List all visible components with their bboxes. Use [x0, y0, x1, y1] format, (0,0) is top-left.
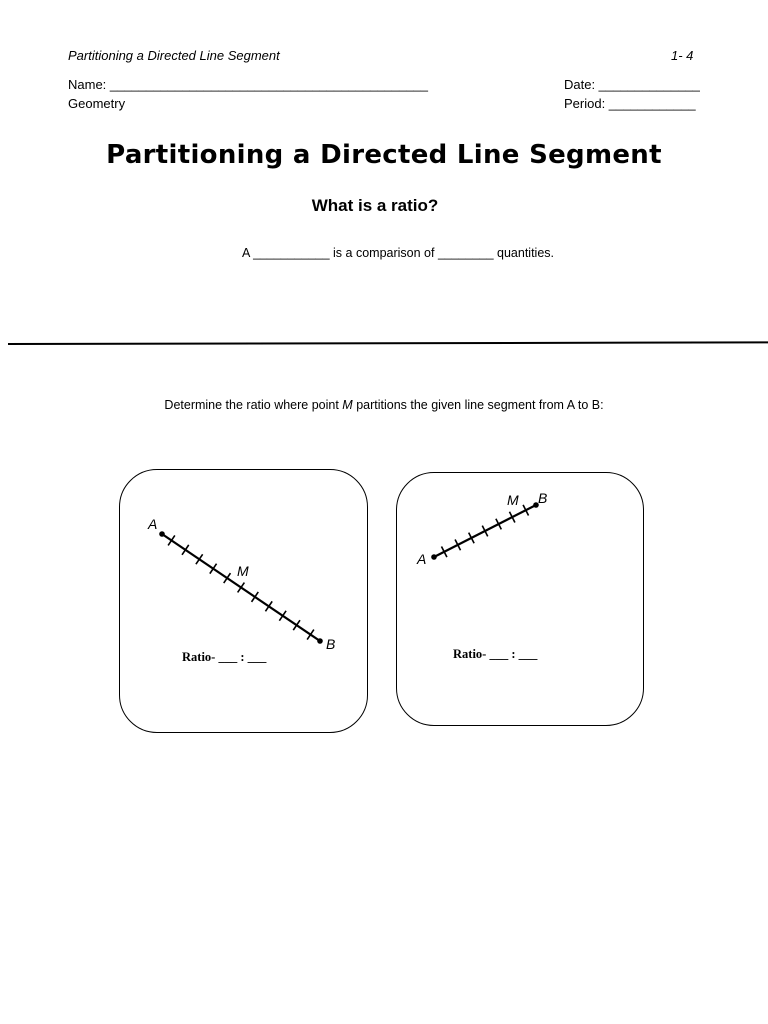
tick-mark — [182, 545, 189, 555]
segment-1-ticks — [168, 535, 314, 639]
problem-card-2 — [396, 472, 644, 726]
header-unit: 1- 4 — [671, 48, 694, 63]
segment-diagram-1 — [120, 470, 369, 734]
ratio-question: What is a ratio? — [311, 196, 439, 215]
ratio-definition: A ___________ is a comparison of ________ quantities. — [241, 246, 555, 260]
point-b-dot-1 — [317, 638, 323, 644]
segment-2-ticks — [441, 505, 528, 557]
tick-mark — [265, 601, 272, 611]
tick-mark — [238, 583, 245, 593]
point-m-label-2: M — [507, 492, 519, 508]
instructions — [0, 398, 768, 412]
instructions-text-start: Determine the ratio where point — [164, 398, 343, 412]
point-a-dot-1 — [159, 531, 165, 537]
point-b-label-1: B — [326, 636, 336, 652]
section-divider — [8, 341, 768, 345]
problem-card-1 — [119, 469, 368, 733]
instructions-text-end: partitions the given line segment from A to B: — [352, 398, 604, 412]
tick-mark — [224, 573, 231, 583]
point-a-label-2: A — [417, 551, 427, 567]
tick-mark — [293, 620, 300, 630]
page-title: Partitioning a Directed Line Segment — [106, 140, 662, 170]
point-a-dot-2 — [431, 554, 437, 560]
date-field: Date: ______________ — [564, 77, 700, 92]
ratio-blank-1: Ratio- ___ : ___ — [182, 650, 267, 664]
tick-mark — [279, 611, 286, 621]
instructions-point-m: M — [342, 398, 353, 412]
tick-mark — [210, 564, 217, 574]
period-field: Period: ____________ — [564, 96, 696, 111]
header-course-title: Partitioning a Directed Line Segment — [68, 48, 280, 63]
tick-mark — [252, 592, 259, 602]
tick-mark — [196, 554, 203, 564]
point-a-label-1: A — [148, 516, 158, 532]
name-field: Name: ____________________________________________ — [68, 77, 429, 92]
point-m-label-1: M — [237, 563, 249, 579]
tick-mark — [307, 630, 314, 640]
subject-label: Geometry — [68, 96, 126, 111]
segment-diagram-2 — [397, 473, 645, 727]
ratio-blank-2: Ratio- ___ : ___ — [453, 647, 538, 661]
point-b-label-2: B — [538, 490, 548, 506]
tick-mark — [168, 535, 175, 545]
